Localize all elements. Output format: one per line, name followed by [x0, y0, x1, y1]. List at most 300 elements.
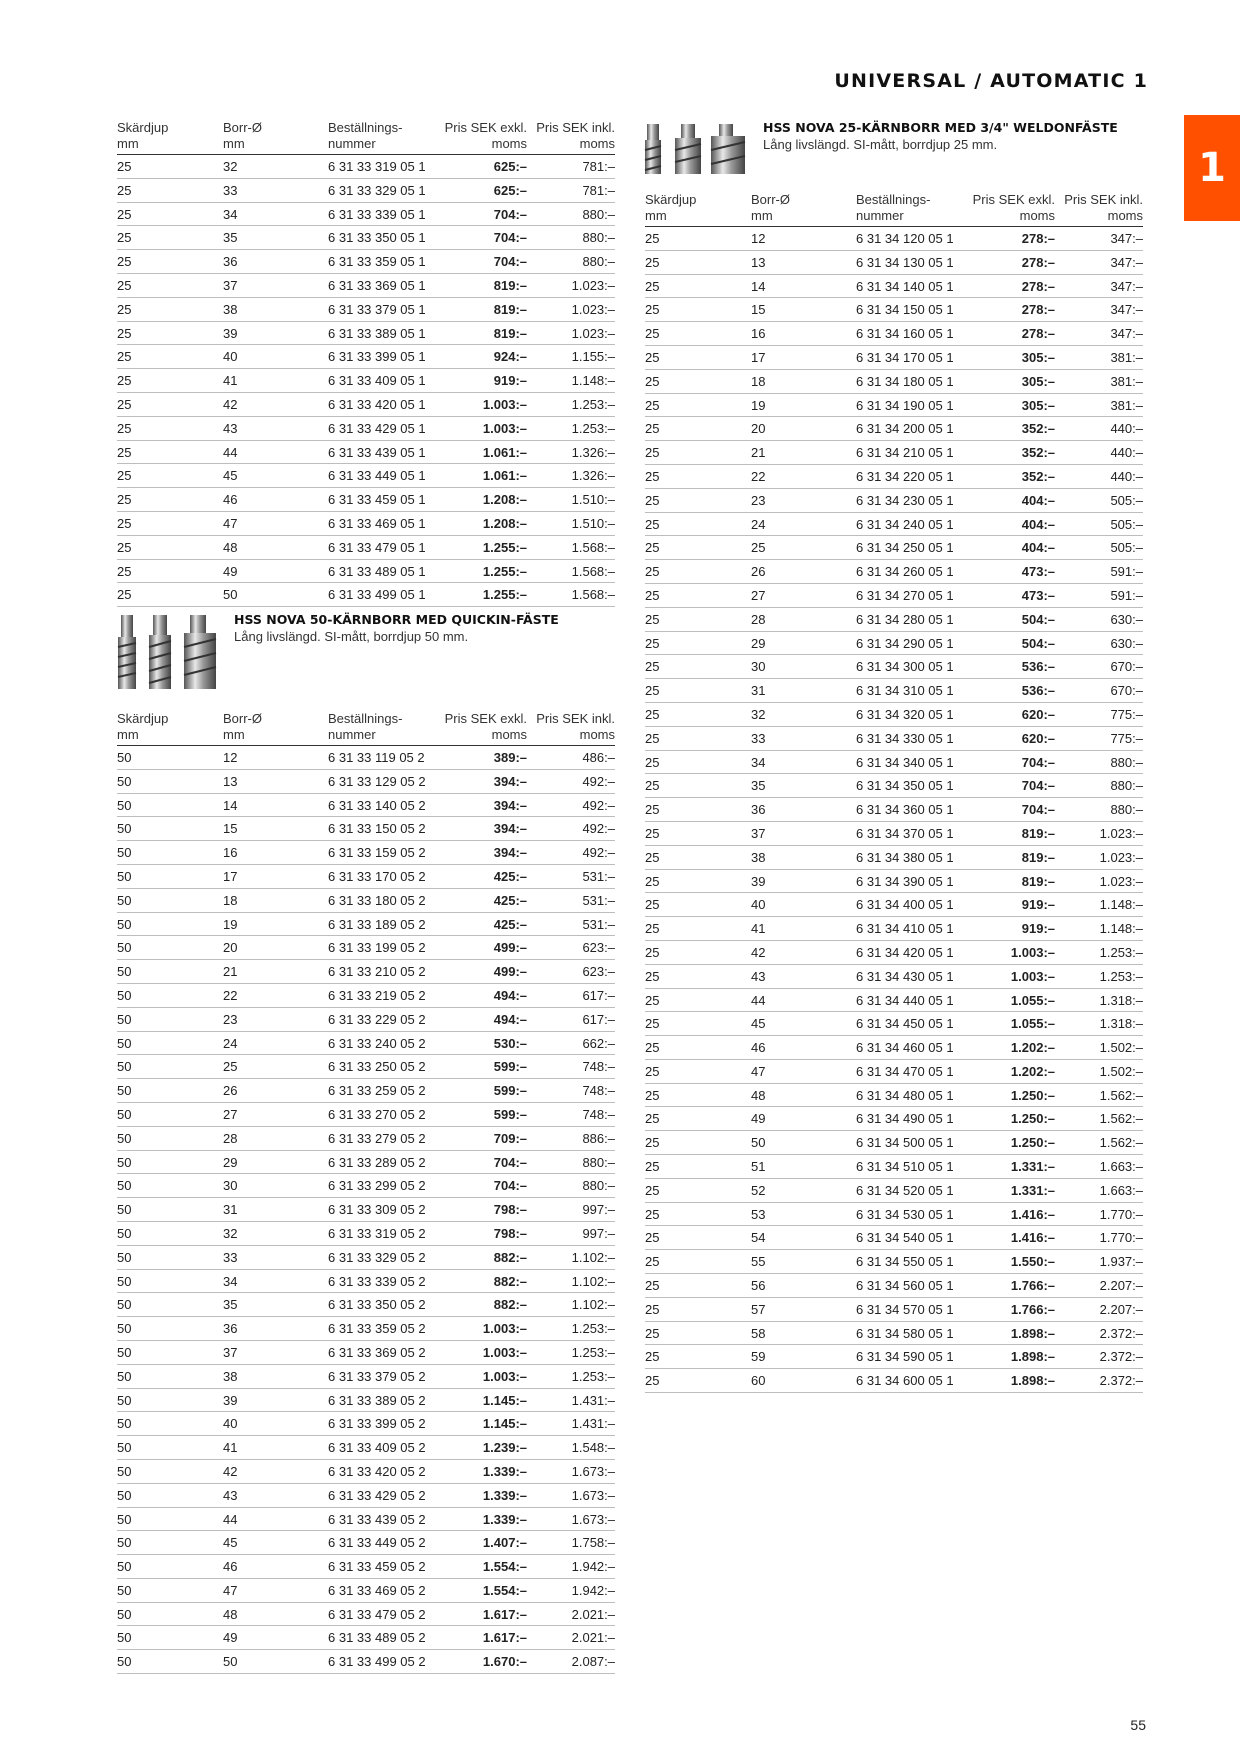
- depth-cell: 50: [117, 773, 132, 789]
- order-number-cell: 6 31 33 339 05 1: [328, 206, 426, 222]
- table-row: [645, 965, 1143, 989]
- price-excl-cell: 709:–: [493, 1130, 527, 1146]
- price-excl-cell: 1.055:–: [1010, 992, 1055, 1008]
- price-incl-cell: 1.568:–: [571, 539, 615, 555]
- diameter-cell: 54: [751, 1230, 766, 1246]
- table-row: [645, 441, 1143, 465]
- depth-cell: 50: [117, 964, 132, 980]
- depth-cell: 25: [645, 635, 660, 651]
- table-row: [117, 1508, 615, 1532]
- table-b-rows: [117, 746, 615, 1674]
- diameter-cell: 52: [751, 1182, 766, 1198]
- price-excl-cell: 1.061:–: [482, 444, 527, 460]
- price-excl-cell: 1.766:–: [1010, 1278, 1055, 1294]
- table-row: [645, 1179, 1143, 1203]
- depth-cell: 25: [645, 468, 660, 484]
- order-number-cell: 6 31 34 560 05 1: [856, 1278, 954, 1294]
- order-number-cell: 6 31 33 449 05 1: [328, 468, 426, 484]
- depth-cell: 25: [645, 492, 660, 508]
- table-row: [645, 298, 1143, 322]
- table-row: [645, 703, 1143, 727]
- order-number-cell: 6 31 34 320 05 1: [856, 706, 954, 722]
- depth-cell: 50: [117, 868, 132, 884]
- diameter-cell: 55: [751, 1254, 766, 1270]
- diameter-cell: 43: [223, 1487, 238, 1503]
- order-number-cell: 6 31 33 350 05 1: [328, 230, 426, 246]
- section-b-heading: [234, 612, 559, 644]
- order-number-cell: 6 31 33 329 05 1: [328, 182, 426, 198]
- diameter-cell: 46: [223, 492, 238, 508]
- depth-cell: 50: [117, 750, 132, 765]
- order-number-cell: 6 31 34 330 05 1: [856, 730, 954, 746]
- order-number-cell: 6 31 33 240 05 2: [328, 1035, 426, 1051]
- diameter-cell: 33: [223, 182, 238, 198]
- depth-cell: 50: [117, 1178, 132, 1194]
- price-incl-cell: 492:–: [582, 821, 615, 837]
- table-row: [117, 1365, 615, 1389]
- table-a-rows: [117, 155, 615, 607]
- table-row: [117, 536, 615, 560]
- depth-cell: 25: [117, 563, 132, 579]
- price-incl-cell: 2.372:–: [1099, 1373, 1143, 1389]
- price-excl-cell: 1.003:–: [1010, 944, 1055, 960]
- order-number-cell: 6 31 33 499 05 1: [328, 587, 426, 603]
- price-excl-cell: 352:–: [1021, 421, 1055, 437]
- col-header-order-number: Beställnings- nummer: [856, 192, 931, 223]
- price-excl-cell: 704:–: [493, 254, 527, 270]
- diameter-cell: 20: [223, 940, 238, 956]
- order-number-cell: 6 31 33 459 05 2: [328, 1559, 426, 1575]
- order-number-cell: 6 31 34 500 05 1: [856, 1135, 954, 1151]
- price-incl-cell: 748:–: [582, 1106, 615, 1122]
- price-incl-cell: 492:–: [582, 845, 615, 861]
- price-excl-cell: 1.617:–: [482, 1606, 527, 1622]
- depth-cell: 25: [117, 587, 132, 603]
- diameter-cell: 40: [223, 349, 238, 365]
- table-row: [117, 1055, 615, 1079]
- price-excl-cell: 1.255:–: [482, 563, 527, 579]
- diameter-cell: 33: [223, 1249, 238, 1265]
- table-row: [645, 560, 1143, 584]
- order-number-cell: 6 31 33 319 05 1: [328, 159, 426, 174]
- price-excl-cell: 819:–: [493, 325, 527, 341]
- price-incl-cell: 1.253:–: [571, 1344, 615, 1360]
- price-excl-cell: 919:–: [1021, 921, 1055, 937]
- order-number-cell: 6 31 33 259 05 2: [328, 1083, 426, 1099]
- price-excl-cell: 1.250:–: [1010, 1111, 1055, 1127]
- price-incl-cell: 347:–: [1110, 231, 1143, 246]
- price-incl-cell: 440:–: [1110, 468, 1143, 484]
- order-number-cell: 6 31 33 279 05 2: [328, 1130, 426, 1146]
- table-c-rows: [645, 227, 1143, 1393]
- depth-cell: 25: [117, 230, 132, 246]
- depth-cell: 50: [117, 821, 132, 837]
- table-row: [645, 941, 1143, 965]
- price-excl-cell: 504:–: [1021, 635, 1055, 651]
- diameter-cell: 41: [223, 373, 238, 389]
- table-row: [645, 1036, 1143, 1060]
- depth-cell: 50: [117, 1511, 132, 1527]
- table-row: [645, 251, 1143, 275]
- diameter-cell: 57: [751, 1301, 766, 1317]
- diameter-cell: 14: [223, 797, 238, 813]
- depth-cell: 25: [117, 468, 132, 484]
- price-excl-cell: 1.416:–: [1010, 1206, 1055, 1222]
- order-number-cell: 6 31 33 469 05 1: [328, 515, 426, 531]
- order-number-cell: 6 31 33 210 05 2: [328, 964, 426, 980]
- diameter-cell: 37: [223, 1344, 238, 1360]
- price-excl-cell: 704:–: [493, 1178, 527, 1194]
- diameter-cell: 48: [223, 1606, 238, 1622]
- table-row: [117, 1008, 615, 1032]
- table-row: [645, 1369, 1143, 1393]
- price-excl-cell: 1.055:–: [1010, 1016, 1055, 1032]
- order-number-cell: 6 31 33 479 05 2: [328, 1606, 426, 1622]
- table-row: [117, 250, 615, 274]
- depth-cell: 50: [117, 1606, 132, 1622]
- order-number-cell: 6 31 34 300 05 1: [856, 659, 954, 675]
- price-incl-cell: 505:–: [1110, 516, 1143, 532]
- depth-cell: 25: [645, 825, 660, 841]
- price-excl-cell: 1.416:–: [1010, 1230, 1055, 1246]
- price-incl-cell: 1.253:–: [571, 1321, 615, 1337]
- price-incl-cell: 1.023:–: [571, 325, 615, 341]
- diameter-cell: 50: [223, 587, 238, 603]
- price-excl-cell: 394:–: [493, 797, 527, 813]
- depth-cell: 25: [645, 373, 660, 389]
- table-row: [645, 322, 1143, 346]
- table-row: [645, 870, 1143, 894]
- table-header: [645, 192, 1143, 227]
- price-incl-cell: 997:–: [582, 1202, 615, 1218]
- price-excl-cell: 1.255:–: [482, 539, 527, 555]
- table-row: [645, 1060, 1143, 1084]
- depth-cell: 50: [117, 845, 132, 861]
- price-excl-cell: 499:–: [493, 964, 527, 980]
- order-number-cell: 6 31 34 430 05 1: [856, 968, 954, 984]
- price-excl-cell: 882:–: [493, 1249, 527, 1265]
- table-header: [117, 711, 615, 746]
- price-incl-cell: 1.148:–: [571, 373, 615, 389]
- depth-cell: 25: [645, 944, 660, 960]
- order-number-cell: 6 31 33 299 05 2: [328, 1178, 426, 1194]
- table-row: [645, 1107, 1143, 1131]
- price-incl-cell: 630:–: [1110, 611, 1143, 627]
- depth-cell: 25: [645, 778, 660, 794]
- table-row: [645, 1131, 1143, 1155]
- price-excl-cell: 1.250:–: [1010, 1087, 1055, 1103]
- order-number-cell: 6 31 34 160 05 1: [856, 326, 954, 342]
- depth-cell: 25: [645, 397, 660, 413]
- diameter-cell: 27: [751, 587, 766, 603]
- depth-cell: 50: [117, 1202, 132, 1218]
- price-excl-cell: 1.202:–: [1010, 1040, 1055, 1056]
- order-number-cell: 6 31 34 360 05 1: [856, 802, 954, 818]
- price-excl-cell: 819:–: [493, 301, 527, 317]
- table-row: [645, 346, 1143, 370]
- col-header-depth: Skärdjup mm: [645, 192, 697, 223]
- depth-cell: 25: [117, 301, 132, 317]
- col-header-price-incl: Pris SEK inkl. moms: [536, 711, 615, 742]
- table-row: [645, 632, 1143, 656]
- price-incl-cell: 1.673:–: [571, 1487, 615, 1503]
- diameter-cell: 39: [223, 1392, 238, 1408]
- diameter-cell: 13: [223, 773, 238, 789]
- depth-cell: 25: [645, 897, 660, 913]
- diameter-cell: 44: [223, 1511, 238, 1527]
- diameter-cell: 56: [751, 1278, 766, 1294]
- price-incl-cell: 880:–: [1110, 754, 1143, 770]
- depth-cell: 50: [117, 1440, 132, 1456]
- table-row: [117, 960, 615, 984]
- price-excl-cell: 1.003:–: [482, 1368, 527, 1384]
- order-number-cell: 6 31 34 440 05 1: [856, 992, 954, 1008]
- depth-cell: 25: [117, 396, 132, 412]
- col-header-price-incl: Pris SEK inkl. moms: [536, 120, 615, 151]
- price-incl-cell: 531:–: [582, 892, 615, 908]
- diameter-cell: 28: [751, 611, 766, 627]
- price-excl-cell: 278:–: [1021, 326, 1055, 342]
- depth-cell: 25: [645, 1159, 660, 1175]
- col-header-price-excl: Pris SEK exkl. moms: [444, 120, 527, 151]
- diameter-cell: 28: [223, 1130, 238, 1146]
- diameter-cell: 29: [223, 1154, 238, 1170]
- table-row: [645, 655, 1143, 679]
- order-number-cell: 6 31 33 379 05 2: [328, 1368, 426, 1384]
- table-a: [117, 120, 615, 607]
- diameter-cell: 35: [223, 1297, 238, 1313]
- table-row: [645, 1274, 1143, 1298]
- price-incl-cell: 880:–: [582, 206, 615, 222]
- price-excl-cell: 499:–: [493, 940, 527, 956]
- diameter-cell: 21: [223, 964, 238, 980]
- price-excl-cell: 504:–: [1021, 611, 1055, 627]
- diameter-cell: 22: [223, 987, 238, 1003]
- col-header-price-excl: Pris SEK exkl. moms: [444, 711, 527, 742]
- price-excl-cell: 620:–: [1021, 706, 1055, 722]
- depth-cell: 50: [117, 1630, 132, 1646]
- price-incl-cell: 381:–: [1110, 349, 1143, 365]
- order-number-cell: 6 31 34 530 05 1: [856, 1206, 954, 1222]
- price-incl-cell: 1.673:–: [571, 1511, 615, 1527]
- price-incl-cell: 1.102:–: [571, 1249, 615, 1265]
- diameter-cell: 36: [751, 802, 766, 818]
- table-row: [117, 512, 615, 536]
- price-excl-cell: 704:–: [1021, 778, 1055, 794]
- depth-cell: 25: [645, 540, 660, 556]
- order-number-cell: 6 31 34 310 05 1: [856, 683, 954, 699]
- table-row: [117, 746, 615, 770]
- table-row: [117, 817, 615, 841]
- order-number-cell: 6 31 33 369 05 2: [328, 1344, 426, 1360]
- table-row: [117, 322, 615, 346]
- diameter-cell: 46: [751, 1040, 766, 1056]
- price-excl-cell: 1.208:–: [482, 492, 527, 508]
- price-excl-cell: 1.255:–: [482, 587, 527, 603]
- table-row: [645, 394, 1143, 418]
- price-incl-cell: 1.253:–: [1099, 968, 1143, 984]
- order-number-cell: 6 31 33 399 05 2: [328, 1416, 426, 1432]
- depth-cell: 25: [645, 754, 660, 770]
- price-excl-cell: 278:–: [1021, 231, 1055, 246]
- table-row: [117, 274, 615, 298]
- price-incl-cell: 880:–: [582, 1154, 615, 1170]
- depth-cell: 50: [117, 1416, 132, 1432]
- order-number-cell: 6 31 33 219 05 2: [328, 987, 426, 1003]
- order-number-cell: 6 31 33 309 05 2: [328, 1202, 426, 1218]
- col-header-diameter: Borr-Ø mm: [223, 120, 262, 151]
- table-row: [117, 1103, 615, 1127]
- table-row: [117, 1626, 615, 1650]
- depth-cell: 50: [117, 1059, 132, 1075]
- depth-cell: 25: [645, 1040, 660, 1056]
- diameter-cell: 34: [223, 206, 238, 222]
- depth-cell: 25: [645, 326, 660, 342]
- depth-cell: 50: [117, 1106, 132, 1122]
- price-excl-cell: 305:–: [1021, 373, 1055, 389]
- diameter-cell: 34: [751, 754, 766, 770]
- order-number-cell: 6 31 33 420 05 1: [328, 396, 426, 412]
- table-row: [117, 369, 615, 393]
- table-row: [645, 1203, 1143, 1227]
- price-incl-cell: 617:–: [582, 1011, 615, 1027]
- table-row: [117, 298, 615, 322]
- diameter-cell: 42: [223, 1463, 238, 1479]
- price-excl-cell: 798:–: [493, 1202, 527, 1218]
- col-header-price-incl: Pris SEK inkl. moms: [1064, 192, 1143, 223]
- table-row: [117, 1270, 615, 1294]
- table-row: [117, 417, 615, 441]
- price-excl-cell: 425:–: [493, 868, 527, 884]
- price-incl-cell: 1.562:–: [1099, 1111, 1143, 1127]
- price-incl-cell: 1.253:–: [571, 420, 615, 436]
- price-excl-cell: 1.250:–: [1010, 1135, 1055, 1151]
- depth-cell: 50: [117, 1011, 132, 1027]
- price-incl-cell: 1.510:–: [571, 492, 615, 508]
- table-row: [117, 1293, 615, 1317]
- diameter-cell: 25: [751, 540, 766, 556]
- table-row: [645, 608, 1143, 632]
- price-excl-cell: 394:–: [493, 845, 527, 861]
- depth-cell: 25: [645, 1087, 660, 1103]
- depth-cell: 25: [117, 325, 132, 341]
- price-incl-cell: 1.942:–: [571, 1582, 615, 1598]
- order-number-cell: 6 31 34 580 05 1: [856, 1325, 954, 1341]
- diameter-cell: 21: [751, 445, 766, 461]
- price-incl-cell: 775:–: [1110, 730, 1143, 746]
- price-excl-cell: 1.003:–: [482, 1344, 527, 1360]
- order-number-cell: 6 31 34 400 05 1: [856, 897, 954, 913]
- table-row: [117, 865, 615, 889]
- price-incl-cell: 670:–: [1110, 683, 1143, 699]
- price-incl-cell: 1.318:–: [1099, 992, 1143, 1008]
- order-number-cell: 6 31 33 199 05 2: [328, 940, 426, 956]
- depth-cell: 50: [117, 1559, 132, 1575]
- price-excl-cell: 536:–: [1021, 683, 1055, 699]
- depth-cell: 25: [645, 706, 660, 722]
- diameter-cell: 23: [223, 1011, 238, 1027]
- price-excl-cell: 473:–: [1021, 564, 1055, 580]
- diameter-cell: 35: [223, 230, 238, 246]
- table-row: [117, 1389, 615, 1413]
- table-row: [117, 1079, 615, 1103]
- table-row: [117, 1531, 615, 1555]
- price-incl-cell: 505:–: [1110, 540, 1143, 556]
- depth-cell: 50: [117, 1297, 132, 1313]
- diameter-cell: 60: [751, 1373, 766, 1389]
- diameter-cell: 50: [223, 1654, 238, 1670]
- diameter-cell: 50: [751, 1135, 766, 1151]
- order-number-cell: 6 31 34 480 05 1: [856, 1087, 954, 1103]
- diameter-cell: 49: [223, 1630, 238, 1646]
- price-incl-cell: 1.431:–: [571, 1392, 615, 1408]
- depth-cell: 50: [117, 1083, 132, 1099]
- price-incl-cell: 781:–: [582, 159, 615, 174]
- price-excl-cell: 1.145:–: [482, 1392, 527, 1408]
- depth-cell: 25: [645, 1278, 660, 1294]
- depth-cell: 25: [645, 992, 660, 1008]
- table-row: [117, 441, 615, 465]
- depth-cell: 50: [117, 1654, 132, 1670]
- price-excl-cell: 704:–: [493, 206, 527, 222]
- diameter-cell: 51: [751, 1159, 766, 1175]
- section-c-subtitle: Lång livslängd. SI-mått, borrdjup 25 mm.: [763, 137, 998, 152]
- diameter-cell: 43: [223, 420, 238, 436]
- order-number-cell: 6 31 33 389 05 1: [328, 325, 426, 341]
- price-incl-cell: 2.372:–: [1099, 1325, 1143, 1341]
- diameter-cell: 47: [751, 1063, 766, 1079]
- order-number-cell: 6 31 33 409 05 2: [328, 1440, 426, 1456]
- depth-cell: 50: [117, 1249, 132, 1265]
- depth-cell: 25: [645, 421, 660, 437]
- depth-cell: 25: [645, 873, 660, 889]
- depth-cell: 25: [645, 1301, 660, 1317]
- diameter-cell: 33: [751, 730, 766, 746]
- order-number-cell: 6 31 34 420 05 1: [856, 944, 954, 960]
- price-excl-cell: 1.003:–: [482, 420, 527, 436]
- depth-cell: 50: [117, 1321, 132, 1337]
- price-excl-cell: 394:–: [493, 821, 527, 837]
- depth-cell: 25: [645, 231, 660, 246]
- order-number-cell: 6 31 33 429 05 1: [328, 420, 426, 436]
- table-row: [645, 1226, 1143, 1250]
- depth-cell: 25: [645, 1206, 660, 1222]
- price-incl-cell: 2.021:–: [571, 1606, 615, 1622]
- price-incl-cell: 1.758:–: [571, 1535, 615, 1551]
- price-incl-cell: 381:–: [1110, 373, 1143, 389]
- diameter-cell: 15: [751, 302, 766, 318]
- diameter-cell: 18: [223, 892, 238, 908]
- section-c-heading: [763, 120, 1118, 152]
- price-excl-cell: 352:–: [1021, 468, 1055, 484]
- price-excl-cell: 882:–: [493, 1273, 527, 1289]
- price-excl-cell: 1.239:–: [482, 1440, 527, 1456]
- depth-cell: 50: [117, 1344, 132, 1360]
- diameter-cell: 39: [751, 873, 766, 889]
- table-row: [117, 770, 615, 794]
- order-number-cell: 6 31 34 540 05 1: [856, 1230, 954, 1246]
- price-incl-cell: 486:–: [582, 750, 615, 765]
- depth-cell: 25: [645, 849, 660, 865]
- diameter-cell: 23: [751, 492, 766, 508]
- table-row: [645, 989, 1143, 1013]
- table-row: [117, 345, 615, 369]
- price-excl-cell: 882:–: [493, 1297, 527, 1313]
- table-row: [645, 275, 1143, 299]
- order-number-cell: 6 31 33 359 05 2: [328, 1321, 426, 1337]
- depth-cell: 50: [117, 1487, 132, 1503]
- price-incl-cell: 492:–: [582, 797, 615, 813]
